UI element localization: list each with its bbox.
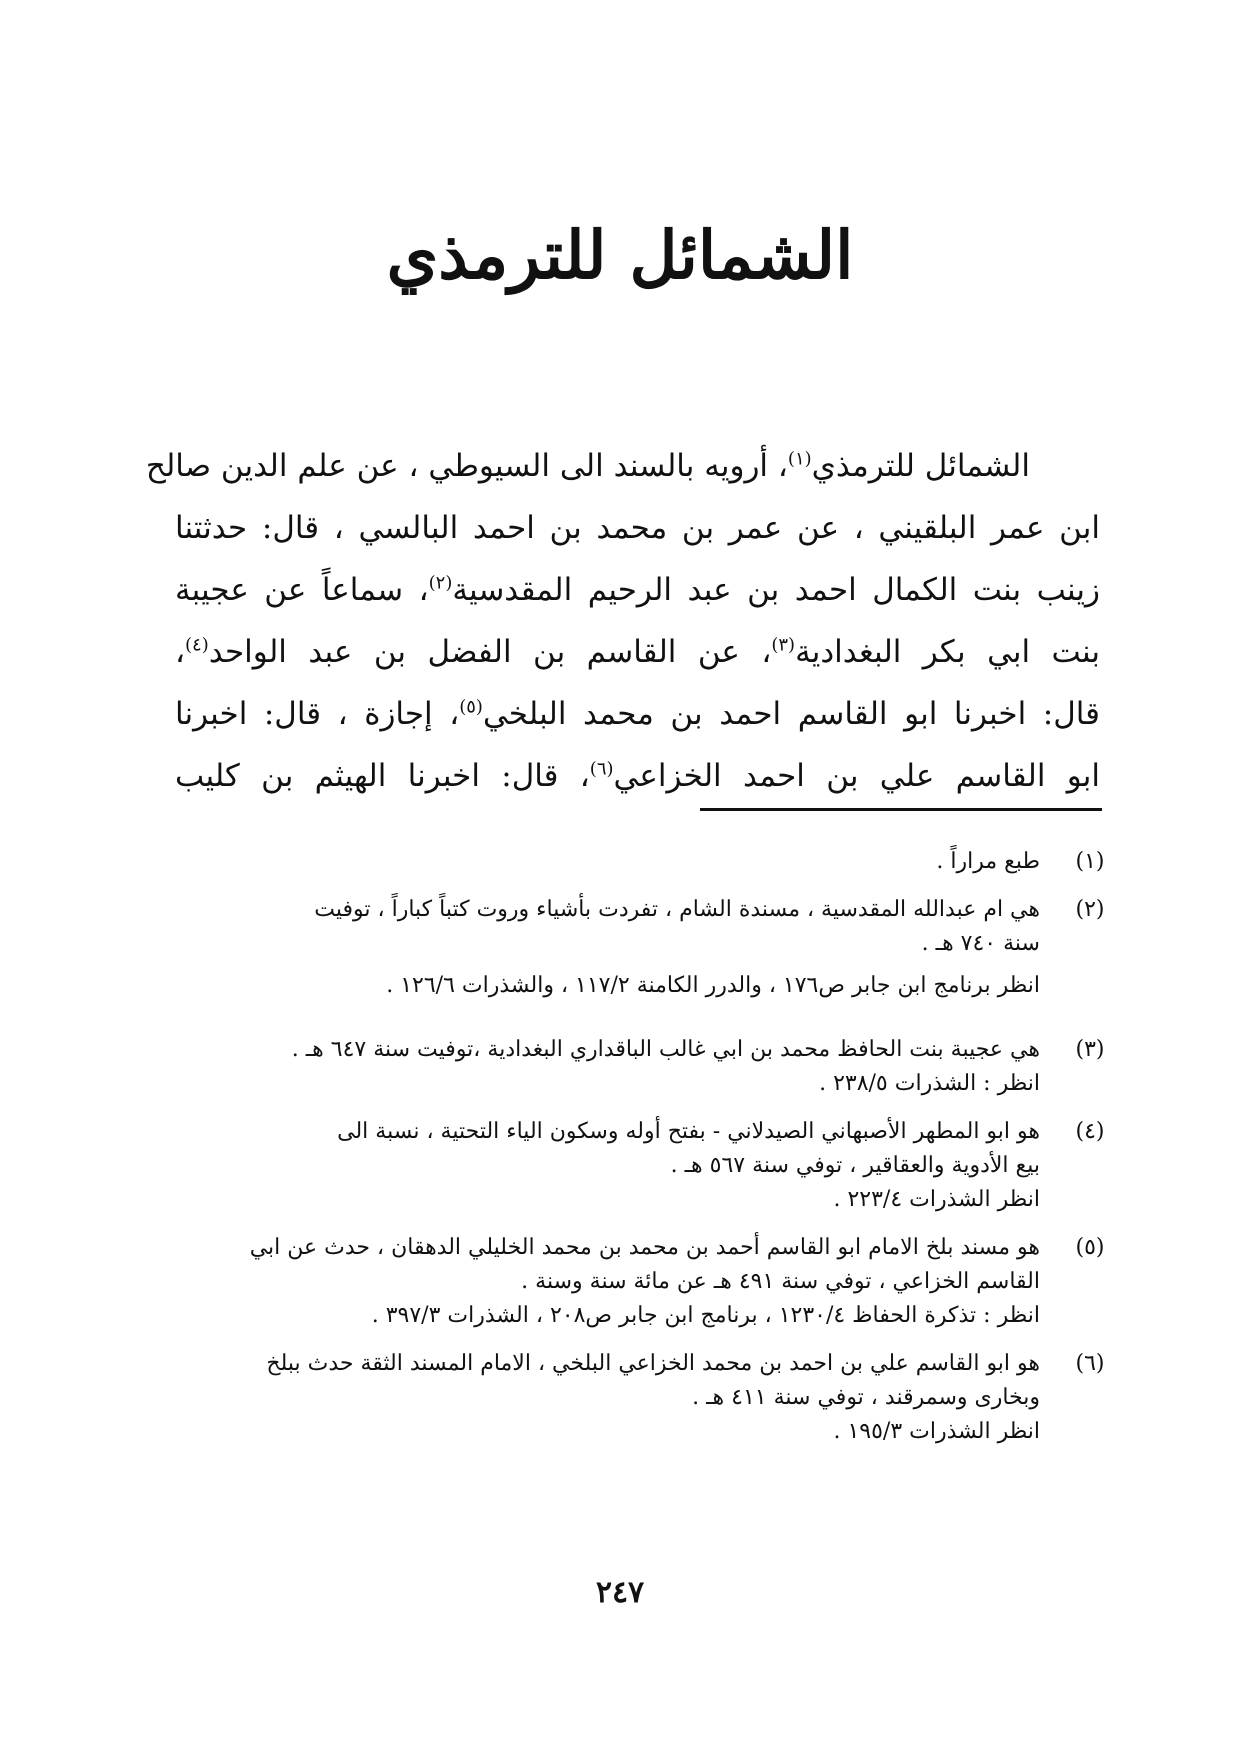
body-line-text: ابن عمر البلقيني ، عن عمر بن محمد بن احمد البالسي ، قال: حدثتنا — [175, 510, 1100, 546]
footnote-marker-1: (١) — [787, 448, 812, 470]
footnote-3 — [175, 1033, 1120, 1101]
footnote-text: القاسم الخزاعي ، توفي سنة ٤٩١ هـ عن مائة سنة وسنة . — [521, 1269, 1040, 1294]
footnote-5 — [175, 1231, 1120, 1333]
body-line-4 — [175, 621, 1100, 683]
footnote-marker-2: (٢) — [428, 572, 453, 594]
footnote-reference: انظر الشذرات ٢٢٣/٤ . — [833, 1187, 1040, 1212]
body-line-rest: ، إجازة ، قال: اخبرنا — [175, 696, 460, 732]
footnote-text: بيع الأدوية والعقاقير ، توفي سنة ٥٦٧ هـ . — [670, 1153, 1040, 1178]
body-line-rest: ، سماعاً عن عجيبة — [175, 572, 429, 608]
footnote-number: (٦) — [1075, 1351, 1105, 1376]
page-title: الشمائل للترمذي — [386, 216, 854, 294]
footnote-text: هي ام عبدالله المقدسية ، مسندة الشام ، تفردت بأشياء وروت كتباً كباراً ، توفيت — [314, 897, 1040, 922]
footnote-text: وبخارى وسمرقند ، توفي سنة ٤١١ هـ . — [692, 1385, 1040, 1410]
footnote-text: هو ابو المطهر الأصبهاني الصيدلاني - بفتح أوله وسكون الياء التحتية ، نسبة الى — [337, 1119, 1040, 1144]
footnote-number: (٤) — [1075, 1119, 1105, 1144]
footnote-separator — [700, 808, 1102, 811]
body-line-6 — [175, 745, 1100, 807]
body-line-text: زينب بنت الكمال احمد بن عبد الرحيم المقدسية — [452, 572, 1100, 608]
body-line-text: بنت ابي بكر البغدادية — [795, 634, 1100, 670]
body-line-rest: ، أرويه بالسند الى السيوطي ، عن علم الدين صالح — [145, 448, 788, 484]
body-line-text: ابو القاسم علي بن احمد الخزاعي — [613, 758, 1101, 794]
footnote-2 — [175, 893, 1120, 1003]
footnote-text: سنة ٧٤٠ هـ . — [921, 931, 1040, 956]
body-paragraph — [145, 435, 1101, 807]
footnote-number: (٣) — [1075, 1037, 1105, 1062]
footnote-4 — [175, 1115, 1120, 1217]
page-number: ٢٤٧ — [595, 1575, 645, 1610]
footnotes — [175, 845, 1120, 1463]
footnote-1 — [175, 845, 1120, 879]
body-line-text: الشمائل للترمذي — [811, 448, 1030, 484]
footnote-marker-3: (٣) — [771, 634, 796, 656]
footnote-reference: انظر الشذرات ١٩٥/٣ . — [833, 1419, 1040, 1444]
footnote-6 — [175, 1347, 1120, 1449]
footnote-number: (٥) — [1075, 1235, 1105, 1260]
footnote-reference: انظر برنامج ابن جابر ص١٧٦ ، والدرر الكامنة ١١٧/٢ ، والشذرات ١٢٦/٦ . — [386, 973, 1040, 998]
body-line-3 — [175, 559, 1100, 621]
footnote-marker-6: (٦) — [589, 758, 614, 780]
body-line-5 — [175, 683, 1100, 745]
footnote-reference: انظر : تذكرة الحفاظ ١٢٣٠/٤ ، برنامج ابن جابر ص٢٠٨ ، الشذرات ٣٩٧/٣ . — [371, 1303, 1040, 1328]
footnote-text: هي عجيبة بنت الحافظ محمد بن ابي غالب الباقداري البغدادية ،توفيت سنة ٦٤٧ هـ . — [291, 1037, 1040, 1062]
body-line-text: قال: اخبرنا ابو القاسم احمد بن محمد البلخي — [482, 696, 1100, 732]
footnote-number: (٢) — [1075, 897, 1105, 922]
body-line-2 — [175, 497, 1100, 559]
footnote-number: (١) — [1075, 849, 1105, 874]
footnote-text: هو ابو القاسم علي بن احمد بن محمد الخزاعي البلخي ، الامام المسند الثقة حدث ببلخ — [266, 1351, 1040, 1376]
body-line-rest: ، عن القاسم بن الفضل بن عبد الواحد — [208, 634, 772, 670]
footnote-marker-5: (٥) — [459, 696, 483, 718]
footnote-text: طبع مراراً . — [936, 849, 1040, 874]
footnote-marker-4: (٤) — [185, 634, 209, 656]
body-line-end: ، — [175, 634, 186, 670]
footnote-text: هو مسند بلخ الامام ابو القاسم أحمد بن محمد بن محمد الخليلي الدهقان ، حدث عن ابي — [249, 1235, 1040, 1260]
body-line-rest: ، قال: اخبرنا الهيثم بن كليب — [175, 758, 590, 794]
body-line-1 — [145, 435, 1100, 497]
footnote-reference: انظر : الشذرات ٢٣٨/٥ . — [819, 1071, 1040, 1096]
